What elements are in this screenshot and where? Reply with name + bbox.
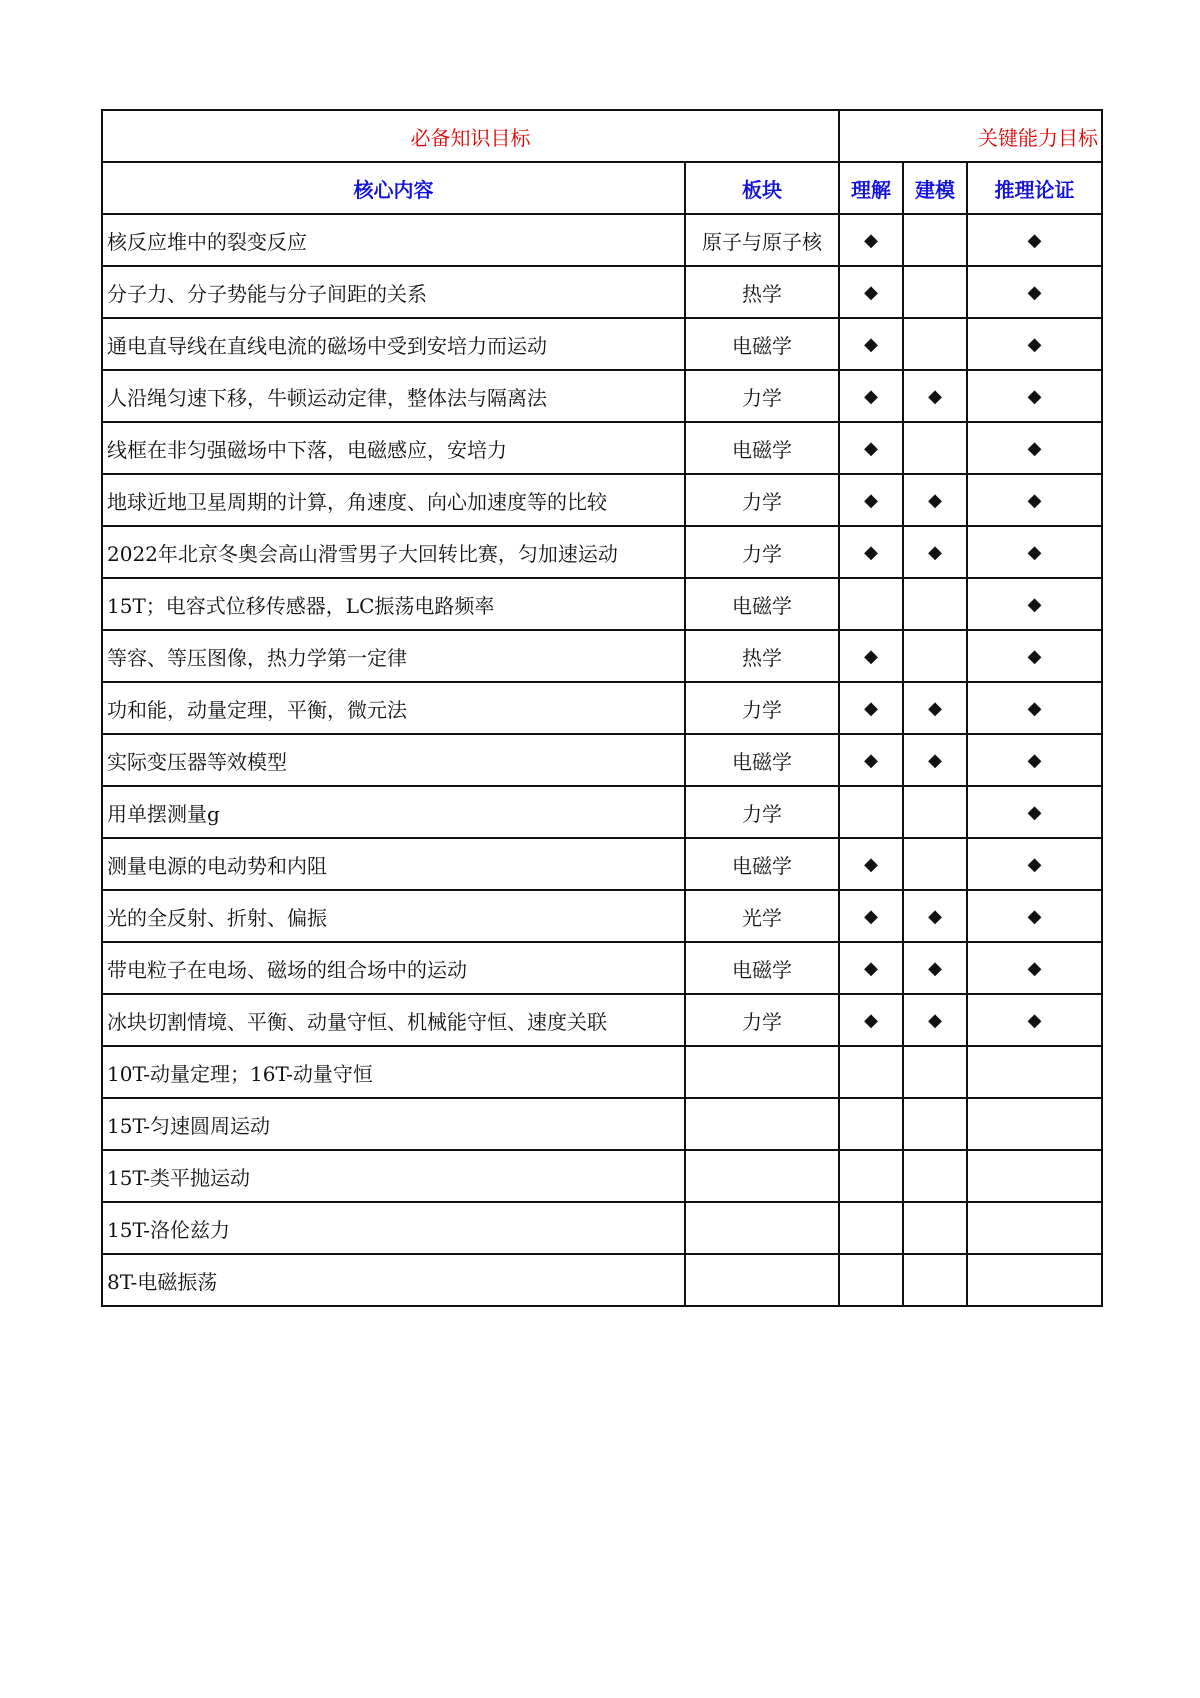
module-cell: 电磁学	[685, 578, 839, 630]
content-cell: 光的全反射、折射、偏振	[102, 890, 685, 942]
module-cell: 力学	[685, 370, 839, 422]
understand-marker-cell	[839, 1098, 903, 1150]
reason-marker-cell: ◆	[967, 942, 1102, 994]
content-cell: 2022年北京冬奥会高山滑雪男子大回转比赛，匀加速运动	[102, 526, 685, 578]
model-marker-cell	[903, 1046, 967, 1098]
col-content-header: 核心内容	[102, 162, 685, 214]
module-cell: 电磁学	[685, 734, 839, 786]
model-marker-cell	[903, 630, 967, 682]
table-row	[102, 682, 1102, 734]
model-marker-cell	[903, 578, 967, 630]
table-row	[102, 630, 1102, 682]
col-understand-header: 理解	[839, 162, 903, 214]
understand-marker-cell: ◆	[839, 422, 903, 474]
reason-marker-cell: ◆	[967, 370, 1102, 422]
understand-marker-cell: ◆	[839, 318, 903, 370]
content-cell: 10T-动量定理；16T-动量守恒	[102, 1046, 685, 1098]
col-model-header: 建模	[903, 162, 967, 214]
model-marker-cell: ◆	[903, 526, 967, 578]
module-cell: 原子与原子核	[685, 214, 839, 266]
module-cell	[685, 1046, 839, 1098]
content-cell: 等容、等压图像，热力学第一定律	[102, 630, 685, 682]
understand-marker-cell: ◆	[839, 474, 903, 526]
content-cell: 地球近地卫星周期的计算，角速度、向心加速度等的比较	[102, 474, 685, 526]
module-cell	[685, 1098, 839, 1150]
understand-marker-cell: ◆	[839, 370, 903, 422]
understand-marker-cell: ◆	[839, 526, 903, 578]
col-reason-header: 推理论证	[967, 162, 1102, 214]
reason-marker-cell: ◆	[967, 682, 1102, 734]
content-cell: 测量电源的电动势和内阻	[102, 838, 685, 890]
model-marker-cell	[903, 1150, 967, 1202]
module-cell: 电磁学	[685, 838, 839, 890]
reason-marker-cell: ◆	[967, 526, 1102, 578]
table-row	[102, 422, 1102, 474]
module-cell: 电磁学	[685, 942, 839, 994]
module-cell: 力学	[685, 682, 839, 734]
module-cell: 电磁学	[685, 318, 839, 370]
knowledge-table	[101, 109, 1103, 1307]
content-cell: 用单摆测量g	[102, 786, 685, 838]
model-marker-cell	[903, 838, 967, 890]
knowledge-goal-header: 必备知识目标	[102, 110, 839, 162]
reason-marker-cell: ◆	[967, 630, 1102, 682]
model-marker-cell: ◆	[903, 682, 967, 734]
content-cell: 线框在非匀强磁场中下落，电磁感应，安培力	[102, 422, 685, 474]
module-cell	[685, 1150, 839, 1202]
understand-marker-cell: ◆	[839, 994, 903, 1046]
content-cell: 15T-匀速圆周运动	[102, 1098, 685, 1150]
module-cell: 热学	[685, 630, 839, 682]
understand-marker-cell: ◆	[839, 214, 903, 266]
model-marker-cell	[903, 422, 967, 474]
model-marker-cell	[903, 1254, 967, 1306]
reason-marker-cell	[967, 1098, 1102, 1150]
content-cell: 15T-类平抛运动	[102, 1150, 685, 1202]
table-viewport	[101, 109, 1098, 1307]
table-row	[102, 266, 1102, 318]
content-cell: 人沿绳匀速下移，牛顿运动定律，整体法与隔离法	[102, 370, 685, 422]
table-row	[102, 578, 1102, 630]
table-row	[102, 994, 1102, 1046]
understand-marker-cell	[839, 1202, 903, 1254]
content-cell: 功和能，动量定理，平衡，微元法	[102, 682, 685, 734]
model-marker-cell	[903, 1098, 967, 1150]
understand-marker-cell: ◆	[839, 942, 903, 994]
reason-marker-cell	[967, 1046, 1102, 1098]
module-cell: 力学	[685, 786, 839, 838]
model-marker-cell	[903, 1202, 967, 1254]
table-row	[102, 318, 1102, 370]
module-cell: 力学	[685, 474, 839, 526]
reason-marker-cell: ◆	[967, 890, 1102, 942]
table-row	[102, 786, 1102, 838]
table-row	[102, 1254, 1102, 1306]
module-cell: 电磁学	[685, 422, 839, 474]
content-cell: 15T-洛伦兹力	[102, 1202, 685, 1254]
content-cell: 15T；电容式位移传感器，LC振荡电路频率	[102, 578, 685, 630]
content-cell: 冰块切割情境、平衡、动量守恒、机械能守恒、速度关联	[102, 994, 685, 1046]
understand-marker-cell: ◆	[839, 734, 903, 786]
understand-marker-cell	[839, 1254, 903, 1306]
table-row	[102, 474, 1102, 526]
model-marker-cell: ◆	[903, 370, 967, 422]
understand-marker-cell: ◆	[839, 266, 903, 318]
reason-marker-cell: ◆	[967, 474, 1102, 526]
table-row	[102, 214, 1102, 266]
table-row	[102, 838, 1102, 890]
model-marker-cell	[903, 786, 967, 838]
module-cell: 光学	[685, 890, 839, 942]
table-row	[102, 1046, 1102, 1098]
module-cell: 力学	[685, 994, 839, 1046]
table-row	[102, 370, 1102, 422]
content-cell: 通电直导线在直线电流的磁场中受到安培力而运动	[102, 318, 685, 370]
reason-marker-cell: ◆	[967, 422, 1102, 474]
understand-marker-cell: ◆	[839, 890, 903, 942]
understand-marker-cell: ◆	[839, 682, 903, 734]
model-marker-cell: ◆	[903, 734, 967, 786]
model-marker-cell: ◆	[903, 994, 967, 1046]
table-row	[102, 1202, 1102, 1254]
content-cell: 带电粒子在电场、磁场的组合场中的运动	[102, 942, 685, 994]
content-cell: 实际变压器等效模型	[102, 734, 685, 786]
module-cell: 力学	[685, 526, 839, 578]
module-cell	[685, 1202, 839, 1254]
understand-marker-cell: ◆	[839, 838, 903, 890]
understand-marker-cell	[839, 1046, 903, 1098]
model-marker-cell	[903, 214, 967, 266]
reason-marker-cell: ◆	[967, 318, 1102, 370]
understand-marker-cell	[839, 786, 903, 838]
reason-marker-cell	[967, 1202, 1102, 1254]
content-cell: 核反应堆中的裂变反应	[102, 214, 685, 266]
understand-marker-cell: ◆	[839, 630, 903, 682]
model-marker-cell	[903, 266, 967, 318]
key-ability-header: 关键能力目标	[839, 110, 1102, 162]
table-row	[102, 1150, 1102, 1202]
model-marker-cell: ◆	[903, 942, 967, 994]
reason-marker-cell	[967, 1150, 1102, 1202]
module-cell	[685, 1254, 839, 1306]
module-cell: 热学	[685, 266, 839, 318]
col-module-header: 板块	[685, 162, 839, 214]
reason-marker-cell: ◆	[967, 994, 1102, 1046]
reason-marker-cell: ◆	[967, 734, 1102, 786]
model-marker-cell	[903, 318, 967, 370]
table-row	[102, 526, 1102, 578]
content-cell: 8T-电磁振荡	[102, 1254, 685, 1306]
table-row	[102, 1098, 1102, 1150]
content-cell: 分子力、分子势能与分子间距的关系	[102, 266, 685, 318]
table-row	[102, 942, 1102, 994]
reason-marker-cell: ◆	[967, 838, 1102, 890]
reason-marker-cell: ◆	[967, 578, 1102, 630]
reason-marker-cell: ◆	[967, 266, 1102, 318]
model-marker-cell: ◆	[903, 474, 967, 526]
reason-marker-cell	[967, 1254, 1102, 1306]
model-marker-cell: ◆	[903, 890, 967, 942]
understand-marker-cell	[839, 578, 903, 630]
understand-marker-cell	[839, 1150, 903, 1202]
reason-marker-cell: ◆	[967, 786, 1102, 838]
table-row	[102, 734, 1102, 786]
reason-marker-cell: ◆	[967, 214, 1102, 266]
table-row	[102, 890, 1102, 942]
